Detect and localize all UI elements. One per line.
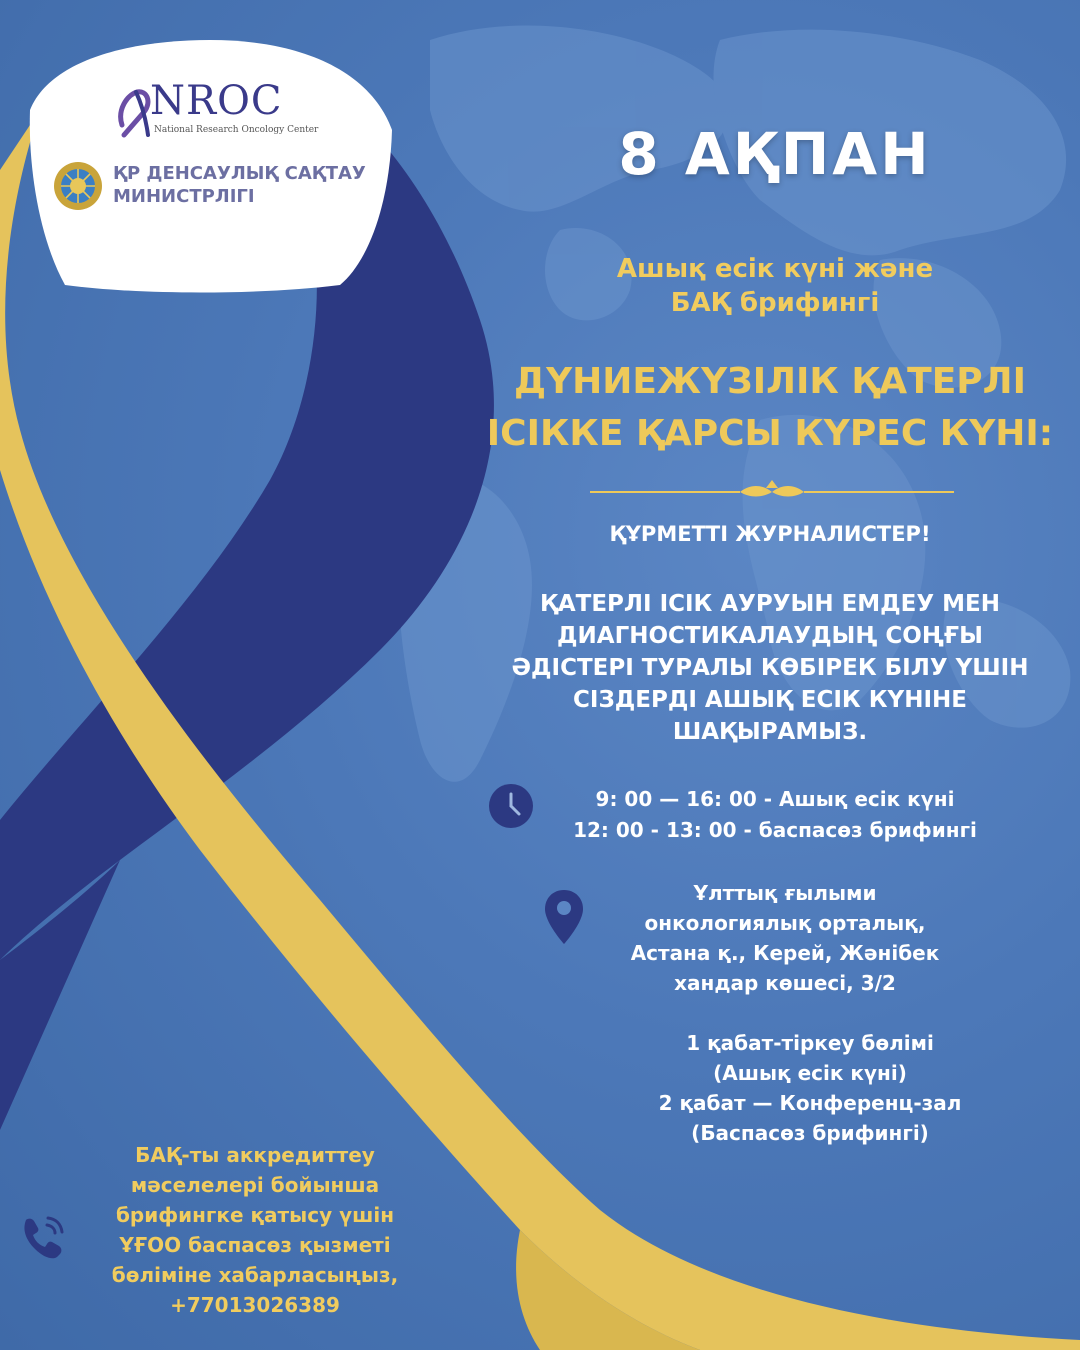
schedule: 9: 00 — 16: 00 - Ашық есік күні 12: 00 - 13: 00 - баспасөз брифингі <box>573 787 977 842</box>
location-pin-icon <box>543 888 585 946</box>
phone-icon <box>18 1210 70 1262</box>
greeting: ҚҰРМЕТТІ ЖУРНАЛИСТЕР! <box>609 522 931 546</box>
invitation-text: ҚАТЕРЛІ ІСІК АУРУЫН ЕМДЕУ МЕН ДИАГНОСТИКАЛАУДЫҢ СОҢҒЫ ӘДІСТЕРІ ТУРАЛЫ КӨБІРЕК БІЛУ ҮШІН СІЗДЕРДІ АШЫҚ ЕСІК КҮНІНЕ ШАҚЫРАМЫЗ. <box>511 591 1029 745</box>
event-headline: ДҮНИЕЖҮЗІЛІК ҚАТЕРЛІ ІСІККЕ ҚАРСЫ КҮРЕС КҮНІ: <box>486 361 1054 454</box>
venue-address: Ұлттық ғылыми онкологиялық орталық, Астана қ., Керей, Жәнібек хандар көшесі, 3/2 <box>630 881 940 995</box>
nroc-logo-subtitle: National Research Oncology Center <box>154 125 319 135</box>
event-subtitle: Ашық есік күні және БАҚ брифингі <box>616 254 934 318</box>
clock-icon <box>488 783 534 829</box>
contact-phone-number: +77013026389 <box>170 1293 340 1317</box>
logo-patch <box>0 0 420 300</box>
ministry-name: ҚР ДЕНСАУЛЫҚ САҚТАУ МИНИСТРЛІГІ <box>113 163 366 207</box>
nroc-logo-text: NROC <box>150 78 283 124</box>
state-emblem-icon <box>52 160 104 212</box>
contact-info: БАҚ-ты аккредиттеу мәселелері бойынша брифингке қатысу үшін ҰҒОО баспасөз қызметі бөліміне хабарласыңыз, +77013026389 <box>80 1140 430 1320</box>
event-date: 8 АҚПАН <box>618 120 932 188</box>
floor-info: 1 қабат-тіркеу бөлімі (Ашық есік күні) 2 қабат — Конференц-зал (Баспасөз брифингі) <box>658 1031 962 1145</box>
ornament-divider <box>590 478 954 502</box>
